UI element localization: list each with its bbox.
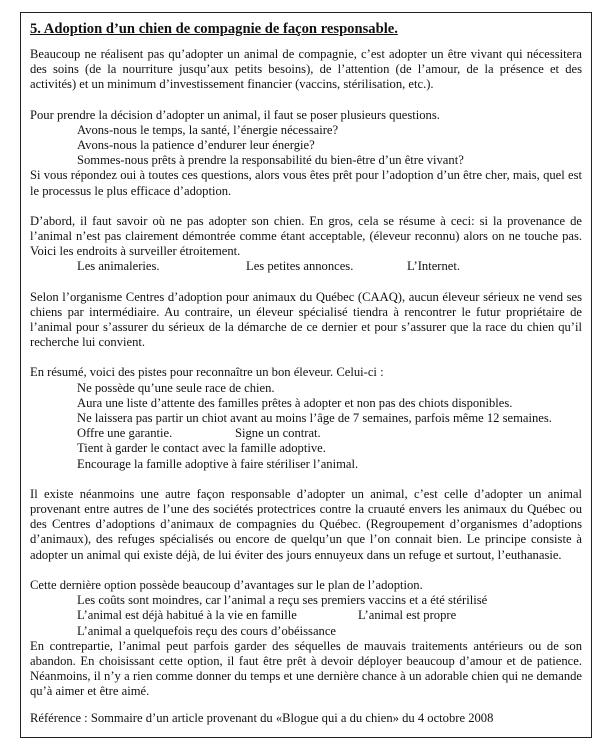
question-item: Avons-nous le temps, la santé, l’énergie nécessaire? [77, 122, 339, 137]
advantages-block [30, 578, 582, 700]
breeder-row [30, 426, 582, 441]
place-item: Les petites annonces. [246, 259, 354, 274]
advantages-lead: Cette dernière option possède beaucoup d’avantages sur le plan de l’adoption. [30, 577, 423, 592]
decision-lead: Pour prendre la décision d’adopter un animal, il faut se poser plusieurs questions. [30, 107, 440, 122]
reference-line: Référence : Sommaire d’un article provenant du «Blogue qui a du chien» du 4 octobre 2008 [30, 710, 494, 725]
question-item: Avons-nous la patience d’endurer leur énergie? [77, 138, 315, 153]
advantage-item: L’animal a quelquefois reçu des cours d’obéissance [77, 623, 337, 638]
breeder-item: Encourage la famille adoptive à faire stériliser l’animal. [77, 456, 359, 471]
section-title: 5. Adoption d’un chien de compagnie de façon responsable. [30, 21, 398, 37]
place-item: L’Internet. [407, 259, 461, 274]
caaq-paragraph: Selon l’organisme Centres d’adoption pour animaux du Québec (CAAQ), aucun éleveur sérieux ne vend ses chiens par intermédiaire. Au contraire, un éleveur spécialisé tiendra à rencontrer le futur propriétaire de l’animal pour s’assurer du sérieux de la démarche de ce dernier et pour s’assurer que la race du chien qu’il recherche lui convient. [30, 289, 582, 350]
decision-conclusion: Si vous répondez oui à toutes ces questions, alors vous êtes prêt pour l’adoption d’un être cher, mais, quel est le processus le plus efficace d’adoption. [30, 168, 582, 198]
where-paragraph: D’abord, il faut savoir où ne pas adopter son chien. En gros, cela se résume à ceci: si la provenance de l’animal n’est pas clairement démontrée comme étant acceptable, (éleveur reconnu) alors on ne touche pas. Voici les endroits à surveiller étroitement. [30, 213, 582, 259]
place-item: Les animaleries. [77, 259, 160, 274]
breeder-item: Tient à garder le contact avec la famille adoptive. [77, 441, 326, 456]
breeder-item: Offre une garantie. [77, 426, 173, 441]
counterpart-paragraph: En contrepartie, l’animal peut parfois garder des séquelles de mauvais traitements antérieurs ou de son abandon. En choisissant cette option, il faut être prêt à devoir déployer beaucoup d’amour et de patience. Néanmoins, il n’y a rien comme donner du temps et une dernière chance à un adorable chien qui ne demande qu’à aimer et être aimé. [30, 638, 582, 699]
breeder-block [30, 365, 582, 471]
shelter-paragraph: Il existe néanmoins une autre façon responsable d’adopter un animal, c’est celle d’adopter un animal provenant entre autres de l’une des sociétés protectrices contre la cruauté envers les animaux du Québec ou des Centres d’adoptions d’animaux de compagnies du Québec. (Regroupement d’organismes d’adoptions d’animaux), des refuges spécialisés ou encore de quelqu’un que l’on connait bien. Le principe consiste à adopter un animal qui existe déjà, de lui éviter des jours ennuyeux dans un refuge et surtout, l’euthanasie. [30, 486, 582, 562]
breeder-item: Ne possède qu’une seule race de chien. [77, 380, 275, 395]
advantage-row [30, 608, 582, 623]
document-page [20, 12, 592, 738]
intro-paragraph: Beaucoup ne réalisent pas qu’adopter un animal de compagnie, c’est adopter un être vivant qui nécessitera des soins (de la nourriture jusqu’aux petits besoins), de l’attention (de l’amour, de la présence et des activités) et un minimum d’investissement financier (vaccins, stérilisation, etc.). [30, 47, 582, 92]
breeder-item: Ne laissera pas partir un chiot avant au moins l’âge de 7 semaines, parfois même 12 semaines. [77, 411, 552, 426]
question-item: Sommes-nous prêts à prendre la responsabilité du bien-être d’un être vivant? [77, 153, 464, 168]
decision-block [30, 108, 582, 199]
where-block [30, 214, 582, 275]
advantage-item: L’animal est déjà habitué à la vie en famille [77, 608, 297, 623]
breeder-item: Signe un contrat. [235, 426, 321, 441]
advantage-item: L’animal est propre [358, 608, 457, 623]
advantage-item: Les coûts sont moindres, car l’animal a reçu ses premiers vaccins et a été stérilisé [77, 593, 488, 608]
breeder-lead: En résumé, voici des pistes pour reconnaître un bon éleveur. Celui-ci : [30, 365, 384, 380]
places-row [30, 259, 582, 274]
breeder-item: Aura une liste d’attente des familles prêtes à adopter et non pas des chiots disponibles. [77, 395, 513, 410]
